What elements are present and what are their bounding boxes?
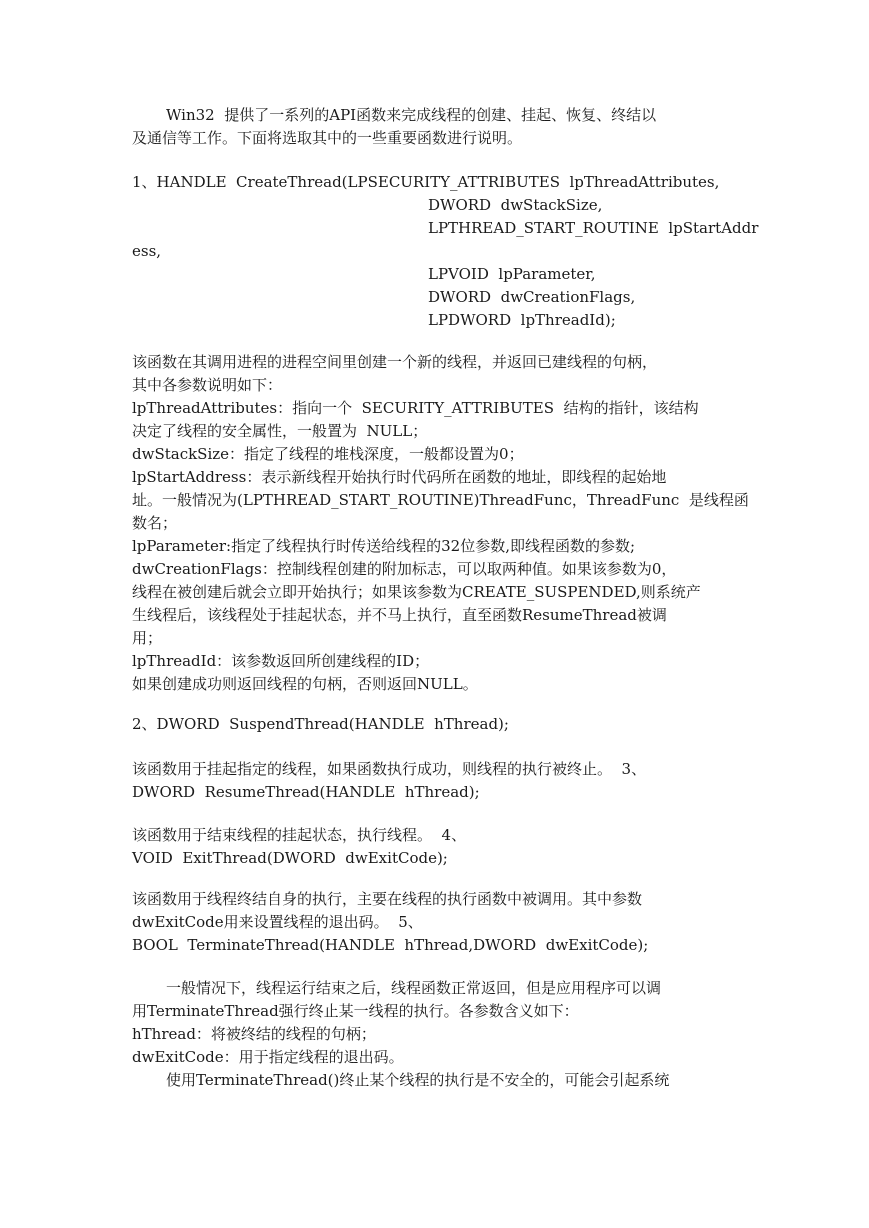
terminatethread-desc-line-5: 使用TerminateThread()终止某个线程的执行是不安全的，可能会引起系统 [166,1071,670,1089]
createthread-desc-line-4: 决定了线程的安全属性，一般置为 NULL； [132,422,428,440]
exitthread-desc-line-3: BOOL TerminateThread(HANDLE hThread,DWORD dwExitCode); [132,936,649,954]
createthread-desc-line-13: 用； [132,629,163,647]
createthread-desc-line-9: lpParameter:指定了线程执行时传送给线程的32位参数,即线程函数的参数; [132,537,636,555]
createthread-desc-line-2: 其中各参数说明如下： [132,376,283,394]
terminatethread-desc-line-4: dwExitCode：用于指定线程的退出码。 [132,1048,404,1066]
createthread-signature-line-4: ess, [132,242,162,260]
createthread-desc-line-14: lpThreadId：该参数返回所创建线程的ID； [132,652,430,670]
createthread-signature-line-7: LPDWORD lpThreadId); [428,311,616,329]
createthread-desc-line-6: lpStartAddress：表示新线程开始执行时代码所在函数的地址，即线程的起始地 [132,468,667,486]
createthread-desc-line-3: lpThreadAttributes：指向一个 SECURITY_ATTRIBUTES 结构的指针，该结构 [132,399,699,417]
createthread-signature-line-2: DWORD dwStackSize, [428,196,603,214]
terminatethread-desc-line-1: 一般情况下，线程运行结束之后，线程函数正常返回，但是应用程序可以调 [166,979,662,997]
intro-line-1: Win32 提供了一系列的API函数来完成线程的创建、挂起、恢复、终结以 [166,106,657,124]
resumethread-desc-line-1: 该函数用于结束线程的挂起状态，执行线程。 4、 [132,826,467,844]
createthread-desc-line-10: dwCreationFlags：控制线程创建的附加标志，可以取两种值。如果该参数为0， [132,560,677,578]
createthread-desc-line-8: 数名； [132,514,178,532]
suspendthread-desc-line-2: DWORD ResumeThread(HANDLE hThread); [132,783,480,801]
createthread-signature-line-3: LPTHREAD_START_ROUTINE lpStartAddr [428,219,759,237]
createthread-desc-line-1: 该函数在其调用进程的进程空间里创建一个新的线程，并返回已建线程的句柄， [132,353,658,371]
createthread-signature-line-5: LPVOID lpParameter, [428,265,596,283]
createthread-desc-line-7: 址。一般情况为(LPTHREAD_START_ROUTINE)ThreadFunc，ThreadFunc 是线程函 [132,491,749,509]
suspendthread-signature: 2、DWORD SuspendThread(HANDLE hThread); [132,715,509,733]
createthread-desc-line-5: dwStackSize：指定了线程的堆栈深度，一般都设置为0； [132,445,524,463]
createthread-signature-line-1: 1、HANDLE CreateThread(LPSECURITY_ATTRIBUTES lpThreadAttributes, [132,173,720,191]
terminatethread-desc-line-2: 用TerminateThread强行终止某一线程的执行。各参数含义如下： [132,1002,579,1020]
suspendthread-desc-line-1: 该函数用于挂起指定的线程，如果函数执行成功，则线程的执行被终止。 3、 [132,760,647,778]
terminatethread-desc-line-3: hThread：将被终结的线程的句柄； [132,1025,376,1043]
exitthread-desc-line-1: 该函数用于线程终结自身的执行，主要在线程的执行函数中被调用。其中参数 [132,890,643,908]
exitthread-desc-line-2: dwExitCode用来设置线程的退出码。 5、 [132,913,423,931]
createthread-desc-line-15: 如果创建成功则返回线程的句柄，否则返回NULL。 [132,675,478,693]
resumethread-desc-line-2: VOID ExitThread(DWORD dwExitCode); [132,849,448,867]
createthread-signature-line-6: DWORD dwCreationFlags, [428,288,636,306]
createthread-desc-line-11: 线程在被创建后就会立即开始执行；如果该参数为CREATE_SUSPENDED,则系统产 [132,583,701,601]
createthread-desc-line-12: 生线程后，该线程处于挂起状态，并不马上执行，直至函数ResumeThread被调 [132,606,667,624]
intro-line-2: 及通信等工作。下面将选取其中的一些重要函数进行说明。 [132,129,523,147]
